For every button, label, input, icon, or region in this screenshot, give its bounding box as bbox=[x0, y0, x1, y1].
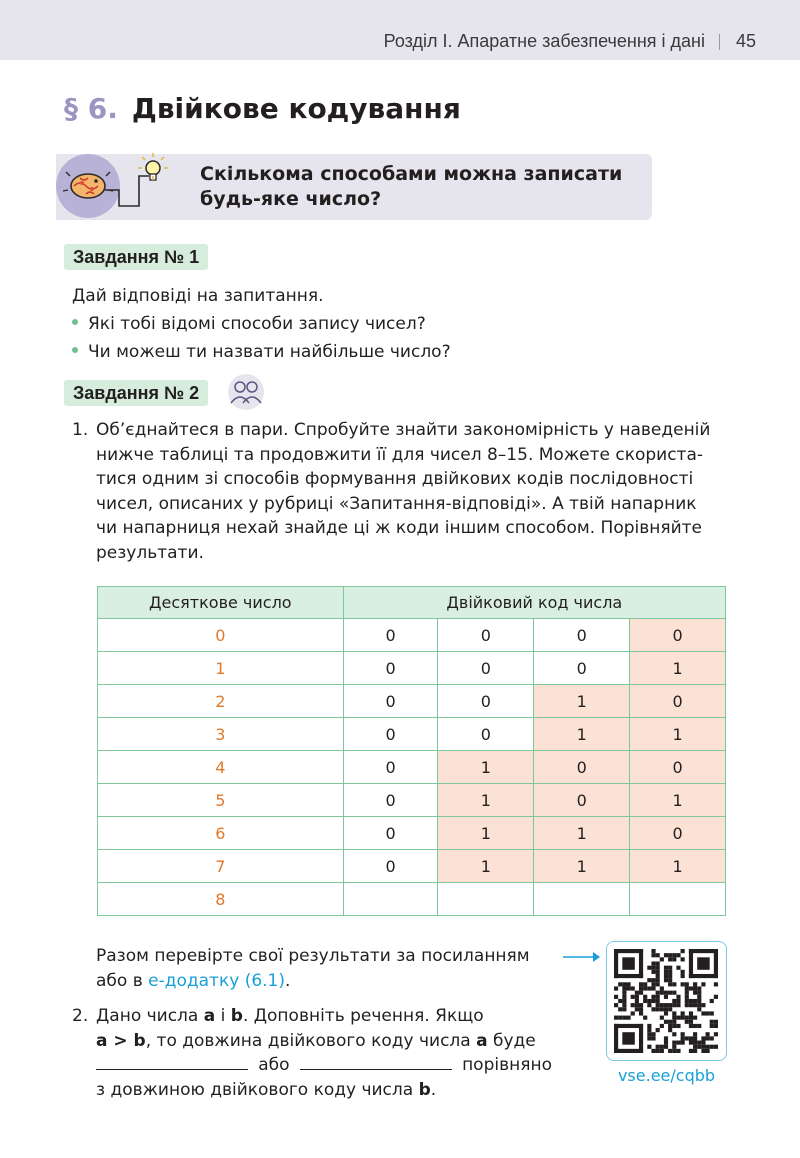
binary-code-table bbox=[97, 586, 726, 916]
qr-frame bbox=[606, 941, 727, 1061]
item-2-line bbox=[96, 1004, 552, 1029]
text-or: або bbox=[258, 1055, 290, 1075]
bit-cell: 0 bbox=[630, 685, 726, 718]
check-line-2 bbox=[96, 969, 566, 994]
item-2-fragment bbox=[96, 1004, 484, 1029]
task-1-bullet bbox=[72, 340, 451, 365]
arrow-right-icon bbox=[562, 950, 602, 964]
bit-cell: 0 bbox=[534, 652, 630, 685]
item-1-line: тися одним зі способів формування двійкових кодів послідовності bbox=[96, 469, 694, 489]
decimal-cell: 2 bbox=[98, 685, 344, 718]
header-decimal: Десяткове число bbox=[98, 587, 344, 619]
text: і bbox=[215, 1006, 231, 1026]
var-b: b bbox=[230, 1006, 243, 1026]
key-question-line-2: будь-яке число? bbox=[200, 188, 382, 210]
bit-cell: 1 bbox=[438, 751, 534, 784]
bit-cell bbox=[630, 883, 726, 916]
bit-cell: 0 bbox=[343, 652, 438, 685]
chapter-title: Розділ I. Апаратне забезпечення і дані bbox=[383, 31, 705, 51]
section-heading bbox=[64, 92, 461, 125]
bit-cell: 0 bbox=[534, 784, 630, 817]
table-row bbox=[98, 784, 726, 817]
bit-cell: 1 bbox=[438, 850, 534, 883]
decimal-cell: 8 bbox=[98, 883, 344, 916]
decimal-cell: 6 bbox=[98, 817, 344, 850]
bit-cell: 0 bbox=[343, 784, 438, 817]
bit-cell: 0 bbox=[343, 817, 438, 850]
item-1-line: нижче таблиці та продовжити її для чисел 8–15. Можете скориста- bbox=[96, 444, 704, 465]
task-1-badge: Завдання № 1 bbox=[64, 244, 208, 270]
bit-cell: 0 bbox=[343, 850, 438, 883]
table-row bbox=[98, 685, 726, 718]
check-line-1: Разом перевірте свої результати за посиланням bbox=[96, 946, 530, 966]
table-header-row bbox=[98, 587, 726, 619]
bit-cell: 0 bbox=[343, 718, 438, 751]
decimal-cell: 3 bbox=[98, 718, 344, 751]
brain-lightbulb-icon bbox=[56, 150, 176, 222]
text-compared: порівняно bbox=[462, 1055, 552, 1075]
bit-cell: 1 bbox=[630, 718, 726, 751]
text: , то довжина двійкового коду числа bbox=[145, 1030, 477, 1051]
table-row bbox=[98, 817, 726, 850]
bit-cell: 1 bbox=[438, 817, 534, 850]
answer-blank-2[interactable] bbox=[300, 1054, 452, 1070]
text: . bbox=[430, 1079, 437, 1100]
table-row bbox=[98, 883, 726, 916]
bit-cell: 0 bbox=[630, 619, 726, 652]
bit-cell: 1 bbox=[534, 850, 630, 883]
bit-cell bbox=[438, 883, 534, 916]
bit-cell: 1 bbox=[630, 850, 726, 883]
bit-cell bbox=[343, 883, 438, 916]
bit-cell: 1 bbox=[534, 817, 630, 850]
pair-work-icon bbox=[226, 373, 266, 411]
page-number: 45 bbox=[735, 31, 756, 51]
bit-cell: 0 bbox=[534, 751, 630, 784]
table-row bbox=[98, 751, 726, 784]
check-note bbox=[96, 944, 566, 993]
bullet-dot bbox=[72, 319, 78, 325]
item-1-line: результати. bbox=[96, 542, 204, 563]
bit-cell: 0 bbox=[343, 685, 438, 718]
bullet-text: Які тобі відомі способи запису чисел? bbox=[88, 314, 426, 334]
text: . Доповніть речення. Якщо bbox=[242, 1006, 484, 1026]
table-row bbox=[98, 652, 726, 685]
item-2-line bbox=[96, 1029, 552, 1054]
bit-cell: 0 bbox=[343, 751, 438, 784]
bit-cell: 1 bbox=[630, 652, 726, 685]
bit-cell: 0 bbox=[630, 817, 726, 850]
text: буде bbox=[487, 1030, 536, 1051]
bit-cell: 0 bbox=[438, 652, 534, 685]
key-question-line-1: Скількома способами можна записати bbox=[200, 163, 623, 185]
decimal-cell: 4 bbox=[98, 751, 344, 784]
bit-cell: 0 bbox=[343, 619, 438, 652]
header-binary: Двійковий код числа bbox=[343, 587, 725, 619]
bit-cell bbox=[534, 883, 630, 916]
e-supplement-link[interactable]: е-додатку (6.1) bbox=[148, 970, 285, 991]
bit-cell: 0 bbox=[630, 751, 726, 784]
answer-blank-1[interactable] bbox=[96, 1054, 248, 1070]
check-text: . bbox=[285, 970, 291, 991]
table-row bbox=[98, 619, 726, 652]
task-1-intro: Дай відповіді на запитання. bbox=[72, 286, 324, 306]
item-1-line: Об’єднайтеся в пари. Спробуйте знайти закономірність у наведеній bbox=[96, 420, 711, 440]
var-a: a bbox=[476, 1030, 488, 1051]
item-2-text bbox=[96, 1004, 552, 1102]
bit-cell: 1 bbox=[534, 685, 630, 718]
condition: a > b bbox=[96, 1030, 146, 1051]
item-2-line bbox=[96, 1053, 552, 1078]
bit-cell: 1 bbox=[438, 784, 534, 817]
table-row bbox=[98, 850, 726, 883]
var-a: a bbox=[203, 1006, 216, 1026]
item-2-number: 2. bbox=[72, 1006, 89, 1026]
bit-cell: 1 bbox=[534, 718, 630, 751]
section-title: Двійкове кодування bbox=[131, 92, 461, 125]
check-text: або в bbox=[96, 970, 149, 991]
item-1-line: чисел, описаних у рубриці «Запитання-відповіді». А твій напарник bbox=[96, 493, 697, 514]
decimal-cell: 5 bbox=[98, 784, 344, 817]
var-b: b bbox=[418, 1079, 431, 1100]
bit-cell: 0 bbox=[438, 685, 534, 718]
bullet-dot bbox=[72, 347, 78, 353]
text: з довжиною двійкового коду числа bbox=[96, 1079, 419, 1100]
item-1-text bbox=[96, 418, 726, 565]
bit-cell: 1 bbox=[630, 784, 726, 817]
bit-cell: 0 bbox=[534, 619, 630, 652]
task-1-bullet bbox=[72, 312, 426, 337]
section-number: § 6. bbox=[64, 92, 118, 125]
qr-link[interactable]: vse.ee/cqbb bbox=[617, 1066, 716, 1085]
item-1-number: 1. bbox=[72, 420, 89, 440]
decimal-cell: 1 bbox=[98, 652, 344, 685]
decimal-cell: 0 bbox=[98, 619, 344, 652]
header-divider bbox=[719, 34, 720, 50]
bit-cell: 0 bbox=[438, 619, 534, 652]
text: Дано числа bbox=[96, 1006, 204, 1026]
bullet-text: Чи можеш ти назвати найбільше число? bbox=[88, 342, 451, 362]
task-2-badge: Завдання № 2 bbox=[64, 380, 208, 406]
key-question bbox=[200, 162, 640, 212]
qr-code-icon[interactable] bbox=[614, 949, 718, 1053]
running-header bbox=[384, 31, 756, 52]
bit-cell: 0 bbox=[438, 718, 534, 751]
decimal-cell: 7 bbox=[98, 850, 344, 883]
item-2-line bbox=[96, 1078, 552, 1103]
table-row bbox=[98, 718, 726, 751]
item-1-line: чи напарниця нехай знайде ці ж коди іншим способом. Порівняйте bbox=[96, 518, 703, 538]
